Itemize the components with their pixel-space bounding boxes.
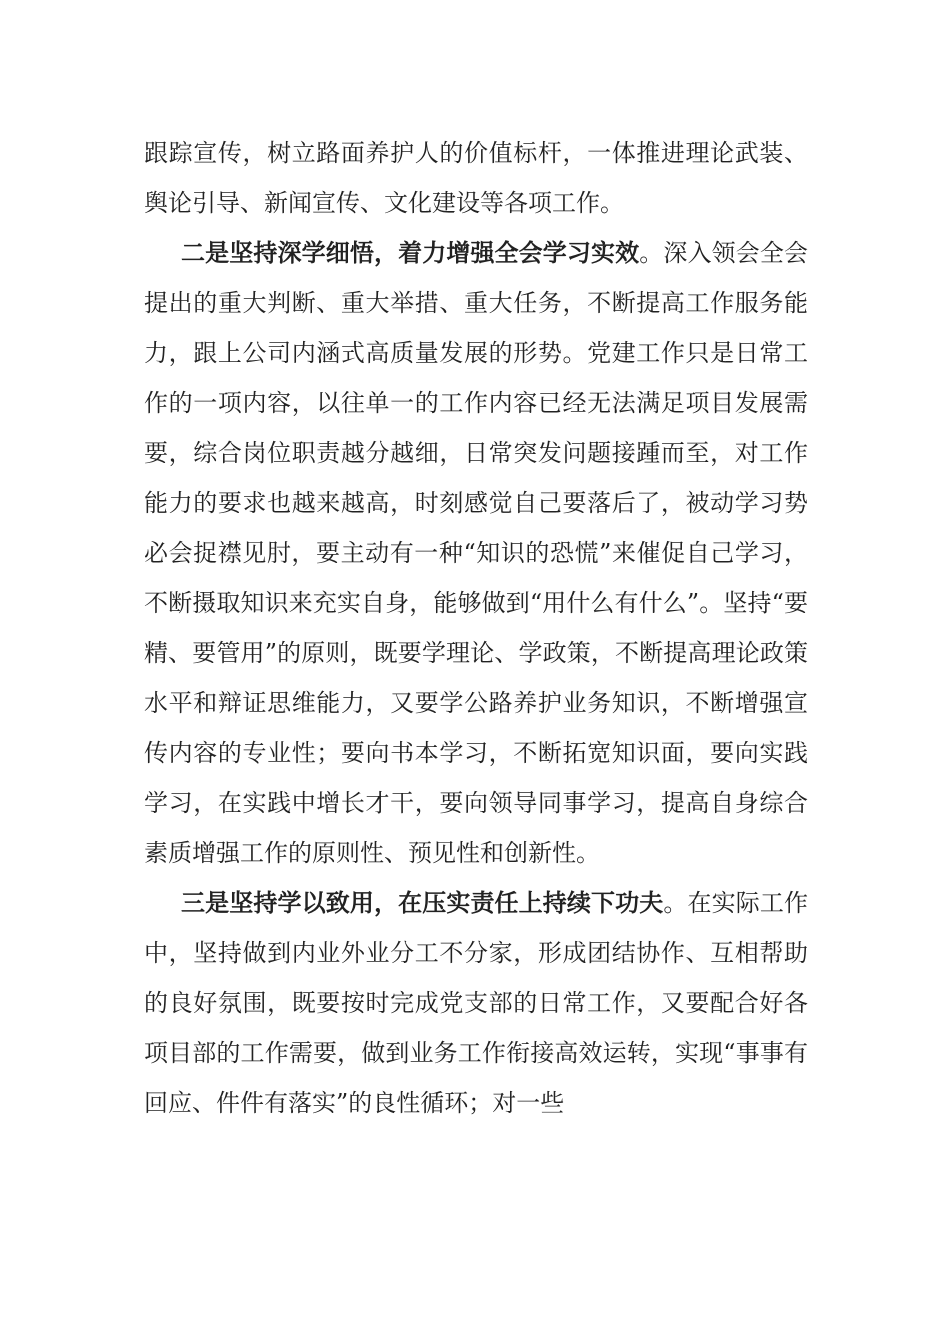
paragraph-heading: 二是坚持深学细悟，着力增强全会学习实效	[181, 238, 640, 267]
paragraph-heading: 三是坚持学以致用，在压实责任上持续下功夫	[181, 888, 664, 917]
paragraph-point-two	[144, 228, 808, 878]
paragraph-point-three	[144, 878, 808, 1128]
paragraph-continuation	[144, 128, 808, 228]
paragraph-text: 跟踪宣传，树立路面养护人的价值标杆，一体推进理论武装、舆论引导、新闻宣传、文化建设等各项工作。	[144, 139, 808, 217]
paragraph-text: 。深入领会全会提出的重大判断、重大举措、重大任务，不断提高工作服务能力，跟上公司内涵式高质量发展的形势。党建工作只是日常工作的一项内容，以往单一的工作内容已经无法满足项目发展需要，综合岗位职责越分越细，日常突发问题接踵而至，对工作能力的要求也越来越高，时刻感觉自己要落后了，被动学习势必会捉襟见肘，要主动有一种“知识的恐慌”来催促自己学习，不断摄取知识来充实自身，能够做到“用什么有什么”。坚持“要精、要管用”的原则，既要学理论、学政策，不断提高理论政策水平和辩证思维能力，又要学公路养护业务知识，不断增强宣传内容的专业性；要向书本学习，不断拓宽知识面，要向实践学习，在实践中增长才干，要向领导同事学习，提高自身综合素质增强工作的原则性、预见性和创新性。	[144, 239, 809, 867]
paragraph-text: 。在实际工作中，坚持做到内业外业分工不分家，形成团结协作、互相帮助的良好氛围，既要按时完成党支部的日常工作，又要配合好各项目部的工作需要，做到业务工作衔接高效运转，实现“事事有回应、件件有落实”的良性循环；对一些	[144, 889, 809, 1117]
document-body	[144, 128, 808, 1128]
